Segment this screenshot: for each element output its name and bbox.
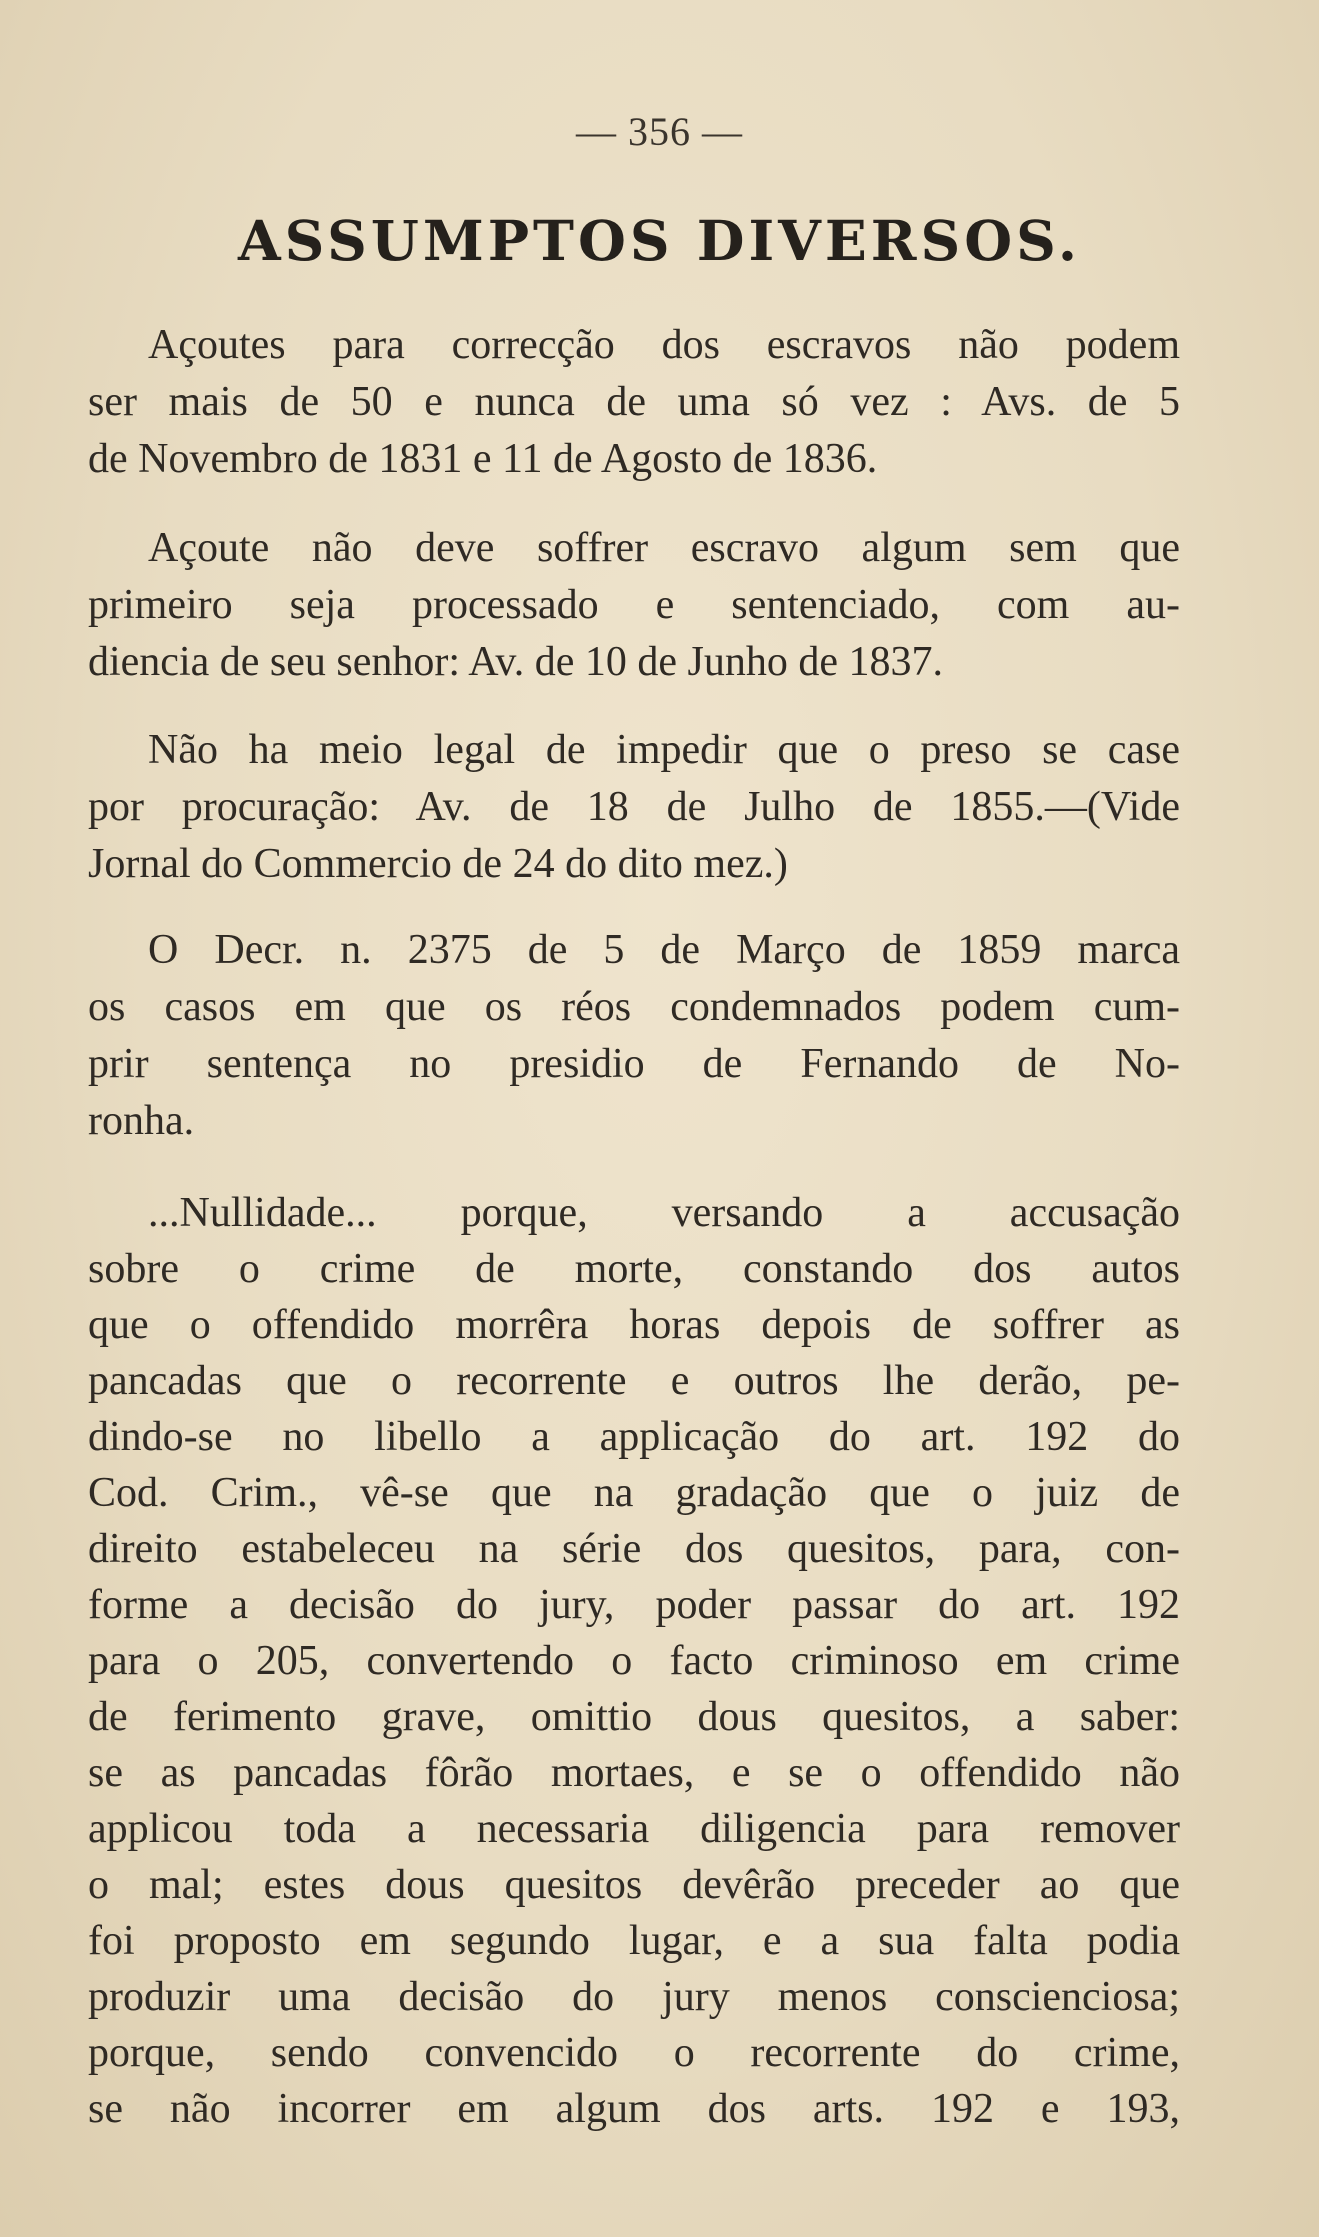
text-line: se as pancadas fôrão mortaes, e se o offendido não	[88, 1750, 1180, 1796]
text-line: ronha.	[88, 1098, 195, 1144]
text-line: foi proposto em segundo lugar, e a sua falta podia	[88, 1918, 1180, 1964]
paragraph-procuracao	[88, 722, 1180, 893]
text-line: diencia de seu senhor: Av. de 10 de Junho de 1837.	[88, 639, 943, 685]
page-number: — 356 —	[576, 109, 743, 154]
text-line: Jornal do Commercio de 24 do dito mez.)	[88, 841, 788, 887]
text-line: que o offendido morrêra horas depois de soffrer as	[88, 1302, 1180, 1348]
text-line: O Decr. n. 2375 de 5 de Março de 1859 marca	[148, 927, 1180, 973]
text-line: sobre o crime de morte, constando dos autos	[88, 1246, 1180, 1292]
text-line: prir sentença no presidio de Fernando de No-	[88, 1041, 1180, 1087]
text-line: os casos em que os réos condemnados podem cum-	[88, 984, 1180, 1030]
text-line: para o 205, convertendo o facto criminoso em crime	[88, 1638, 1180, 1684]
text-line: dindo-se no libello a applicação do art. 192 do	[88, 1414, 1180, 1460]
text-line: pancadas que o recorrente e outros lhe derão, pe-	[88, 1358, 1180, 1404]
text-line: porque, sendo convencido o recorrente do crime,	[88, 2030, 1180, 2076]
text-line: Cod. Crim., vê-se que na gradação que o juiz de	[88, 1470, 1180, 1516]
paragraph-decreto	[88, 922, 1180, 1150]
text-line: forme a decisão do jury, poder passar do art. 192	[88, 1582, 1180, 1628]
text-line: applicou toda a necessaria diligencia para remover	[88, 1806, 1180, 1852]
text-line: o mal; estes dous quesitos devêrão preceder ao que	[88, 1862, 1180, 1908]
text-line: se não incorrer em algum dos arts. 192 e 193,	[88, 2086, 1180, 2132]
text-line: primeiro seja processado e sentenciado, com au-	[88, 582, 1180, 628]
paragraph-acoutes	[88, 317, 1180, 488]
text-line: Não ha meio legal de impedir que o preso se case	[148, 727, 1180, 773]
text-line: produzir uma decisão do jury menos conscienciosa;	[88, 1974, 1180, 2020]
text-line: ...Nullidade... porque, versando a accusação	[148, 1190, 1180, 1236]
text-line: de ferimento grave, omittio dous quesitos, a saber:	[88, 1694, 1180, 1740]
text-line: por procuração: Av. de 18 de Julho de 1855.—(Vide	[88, 784, 1180, 830]
section-title: ASSUMPTOS DIVERSOS.	[237, 208, 1082, 273]
paragraph-acoute	[88, 520, 1180, 691]
text-line: Açoutes para correcção dos escravos não podem	[148, 322, 1180, 368]
text-line: ser mais de 50 e nunca de uma só vez : Avs. de 5	[88, 379, 1180, 425]
paragraph-nullidade	[88, 1185, 1180, 2137]
text-line: Açoute não deve soffrer escravo algum sem que	[148, 525, 1180, 571]
text-line: direito estabeleceu na série dos quesitos, para, con-	[88, 1526, 1180, 1572]
text-line: de Novembro de 1831 e 11 de Agosto de 1836.	[88, 436, 878, 482]
